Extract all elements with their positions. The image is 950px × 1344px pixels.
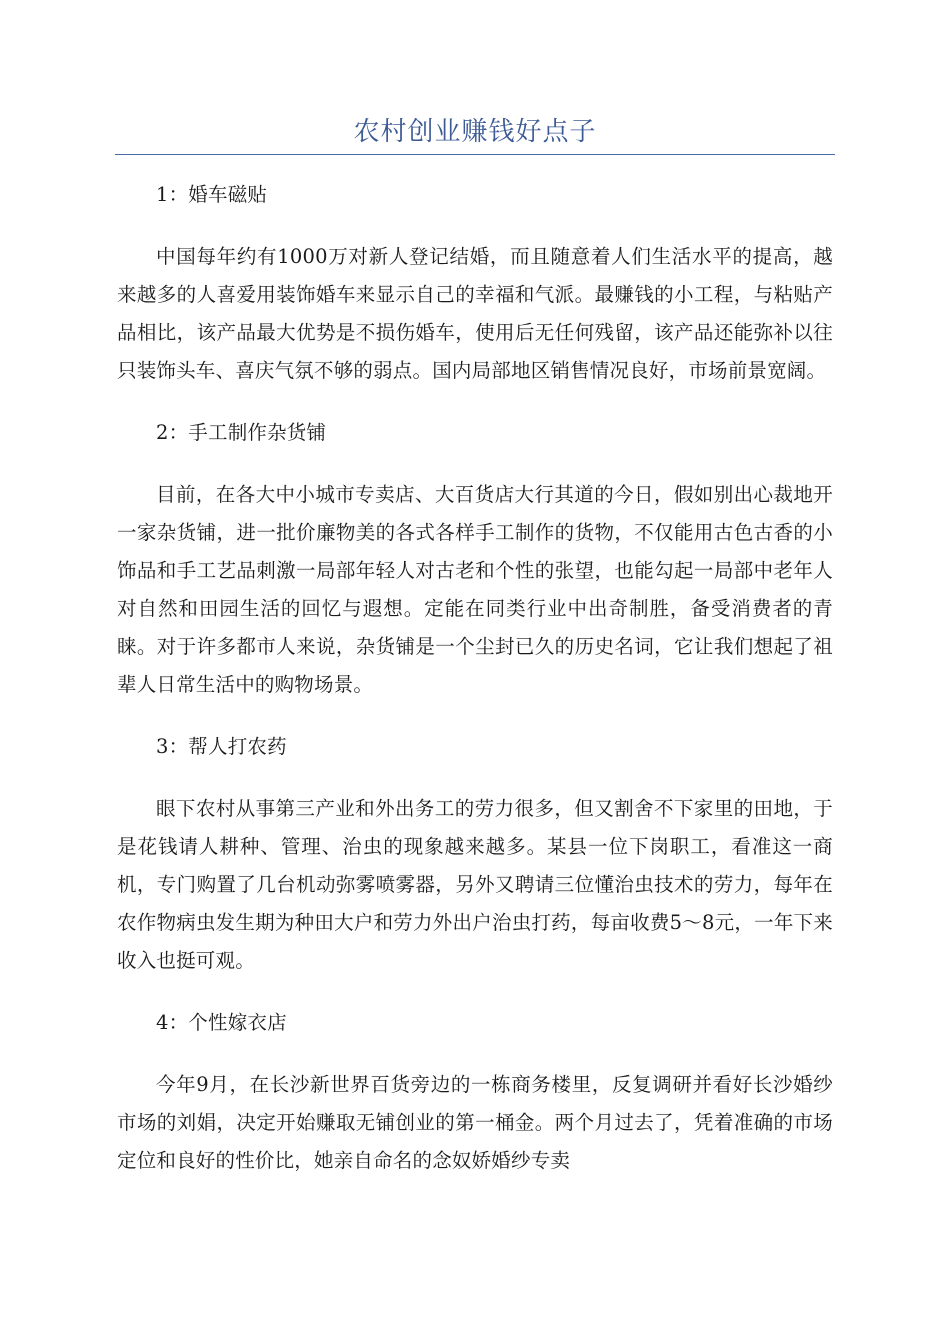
section-heading: 2：手工制作杂货铺: [156, 421, 327, 444]
section-paragraph: 目前，在各大中小城市专卖店、大百货店大行其道的今日，假如别出心裁地开一家杂货铺，进一批价廉物美的各式各样手工制作的货物，不仅能用古色古香的小饰品和手工艺品刺激一局部年轻人对古老和个性的张望，也能勾起一局部中老年人对自然和田园生活的回忆与遐想。定能在同类行业中出奇制胜，备受消费者的青睐。对于许多都市人来说，杂货铺是一个尘封已久的历史名词，它让我们想起了祖辈人日常生活中的购物场景。: [117, 483, 833, 696]
section-paragraph: 中国每年约有1000万对新人登记结婚，而且随意着人们生活水平的提高，越来越多的人喜爱用装饰婚车来显示自己的幸福和气派。最赚钱的小工程，与粘贴产品相比，该产品最大优势是不损伤婚车，使用后无任何残留，该产品还能弥补以往只装饰头车、喜庆气氛不够的弱点。国内局部地区销售情况良好，市场前景宽阔。: [117, 245, 833, 382]
section-heading: 4：个性嫁衣店: [156, 1011, 287, 1034]
document-title: 农村创业赚钱好点子: [353, 117, 597, 147]
section-heading: 3：帮人打农药: [156, 735, 287, 758]
section-paragraph: 眼下农村从事第三产业和外出务工的劳力很多，但又割舍不下家里的田地，于是花钱请人耕种、管理、治虫的现象越来越多。某县一位下岗职工，看准这一商机，专门购置了几台机动弥雾喷雾器，另外又聘请三位懂治虫技术的劳力，每年在农作物病虫发生期为种田大户和劳力外出户治虫打药，每亩收费5～8元，一年下来收入也挺可观。: [117, 797, 833, 972]
section-heading: 1：婚车磁贴: [156, 183, 268, 206]
document-body: [117, 176, 833, 1204]
title-underline: [115, 154, 835, 155]
section-paragraph: 今年9月，在长沙新世界百货旁边的一栋商务楼里，反复调研并看好长沙婚纱市场的刘娟，决定开始赚取无铺创业的第一桶金。两个月过去了，凭着准确的市场定位和良好的性价比，她亲自命名的念奴娇婚纱专卖: [117, 1073, 833, 1172]
